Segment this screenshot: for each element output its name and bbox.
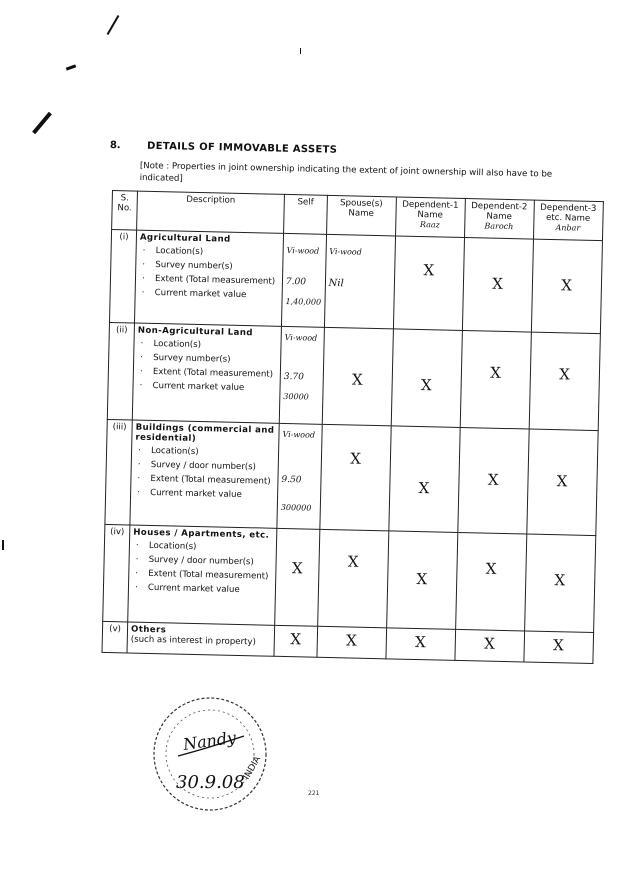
header-spouse-sub: Name	[348, 208, 374, 219]
row-dep3	[524, 631, 594, 664]
table-row	[105, 419, 598, 535]
immovable-assets-table	[101, 190, 603, 664]
row-spouse	[324, 234, 395, 329]
row-description	[127, 622, 275, 656]
row-self	[277, 423, 322, 529]
list-item: · Extent (Total measurement)	[137, 367, 277, 381]
cross-mark: X	[416, 570, 428, 589]
row-sno: (v)	[102, 621, 128, 653]
list-item: · Current market value	[136, 381, 276, 395]
cross-mark: X	[423, 261, 435, 280]
list-item: · Current market value	[134, 488, 274, 502]
cross-mark: X	[351, 370, 363, 389]
row-sno: (iii)	[105, 419, 132, 525]
list-item: · Survey number(s)	[137, 353, 277, 367]
list-item: · Current market value	[139, 288, 279, 302]
list-item: · Survey number(s)	[139, 260, 279, 274]
cross-mark: X	[559, 365, 571, 384]
list-item: · Extent (Total measurement)	[134, 474, 274, 488]
table-row	[109, 230, 602, 334]
cross-mark: X	[345, 631, 358, 650]
header-dep3-handwriting: Anbar	[555, 223, 581, 233]
row-spouse	[322, 327, 393, 426]
section-title: DETAILS OF IMMOVABLE ASSETS	[146, 140, 338, 156]
list-item: · Location(s)	[137, 339, 277, 353]
header-sno: S. No.	[112, 191, 138, 231]
row-sno: (iv)	[103, 524, 130, 622]
row-sno: (ii)	[107, 322, 134, 420]
row-self	[279, 326, 324, 424]
row-dep1	[388, 426, 459, 533]
row-dep1	[386, 628, 456, 661]
handwritten-value: Vi-wood	[282, 429, 316, 440]
row-subtitle: (such as interest in property)	[130, 634, 256, 648]
row-spouse	[317, 626, 387, 659]
cross-mark: X	[420, 376, 432, 395]
handwritten-value: Vi-wood	[329, 246, 362, 257]
header-dep3-label: Dependent-3	[540, 202, 597, 214]
list-item: · Extent (Total measurement)	[132, 569, 272, 583]
table-row	[103, 524, 596, 632]
row-description	[134, 230, 283, 326]
row-dep2	[457, 427, 528, 534]
header-dep1-sub: Name	[417, 209, 443, 221]
handwritten-value: Vi-wood	[286, 245, 320, 256]
header-dep2-handwriting: Baroch	[484, 221, 514, 232]
list-item: · Extent (Total measurement)	[139, 274, 279, 288]
cross-mark: X	[556, 472, 568, 491]
header-spouse	[326, 195, 396, 236]
row-items	[136, 339, 277, 395]
cross-mark: X	[290, 630, 302, 649]
scan-mark	[107, 15, 120, 35]
cross-mark: X	[418, 479, 430, 498]
handwritten-value: Nil	[328, 277, 344, 290]
row-title: Houses / Apartments, etc.	[133, 527, 270, 541]
header-dep2-label: Dependent-2	[471, 201, 528, 213]
row-spouse	[317, 529, 388, 628]
cross-mark: X	[414, 632, 426, 652]
section-note: [Note : Properties in joint ownership indicating the extent of joint ownership will also have to be indicated]	[139, 160, 553, 184]
row-items	[134, 446, 275, 502]
row-self	[275, 528, 320, 626]
scan-mark	[2, 540, 4, 550]
scan-mark	[300, 48, 301, 54]
cross-mark: X	[554, 571, 566, 590]
header-dependent-2	[464, 199, 534, 240]
row-dep2	[462, 238, 533, 333]
cross-mark: X	[487, 470, 499, 489]
header-spouse-label: Spouse(s)	[339, 198, 383, 210]
row-self	[274, 625, 317, 657]
row-items	[132, 541, 273, 597]
row-dep1	[386, 531, 457, 630]
header-description: Description	[137, 191, 285, 233]
handwritten-value: 7.00	[285, 276, 307, 288]
cross-mark: X	[485, 559, 497, 578]
scan-mark	[66, 64, 76, 70]
row-dep2	[455, 532, 526, 631]
row-title: Buildings (commercial and residential)	[135, 422, 275, 444]
row-items	[139, 246, 280, 302]
cross-mark: X	[291, 559, 303, 578]
handwritten-value: Vi-wood	[284, 332, 318, 343]
handwritten-value: 9.50	[281, 474, 302, 486]
header-dependent-1	[395, 197, 465, 238]
handwritten-value: 1,40,000	[285, 296, 322, 307]
list-item: · Current market value	[132, 583, 272, 597]
header-dep1-label: Dependent-1	[402, 199, 459, 211]
section-number: 8.	[109, 140, 121, 152]
list-item: · Survey / door number(s)	[132, 555, 272, 569]
stamp-ring-text: INDIA	[241, 754, 264, 782]
cross-mark: X	[561, 276, 573, 295]
header-dep2-sub: Name	[486, 211, 512, 223]
row-dep1	[391, 329, 462, 428]
page-number: 221	[308, 790, 320, 797]
row-spouse	[319, 424, 390, 531]
handwritten-value: 300000	[280, 502, 312, 513]
row-title: Others	[130, 624, 167, 636]
row-description	[130, 420, 279, 528]
cross-mark: X	[483, 634, 495, 653]
row-description	[132, 323, 281, 423]
row-dep3	[531, 239, 602, 334]
cross-mark: X	[552, 636, 564, 655]
row-dep2	[455, 629, 525, 662]
cross-mark: X	[350, 449, 362, 468]
row-sno: (i)	[109, 230, 136, 324]
header-self: Self	[284, 194, 327, 234]
assets-table-wrapper	[101, 190, 603, 664]
row-dep3	[524, 534, 595, 633]
table-row	[107, 322, 600, 430]
header-dep3-sub: etc. Name	[545, 212, 591, 224]
row-description	[128, 525, 277, 625]
header-dep1-handwriting: Raaz	[419, 219, 441, 230]
handwritten-value: 30000	[283, 391, 309, 402]
list-item: · Location(s)	[133, 541, 273, 555]
section-heading	[110, 140, 337, 156]
row-self	[281, 233, 326, 327]
cross-mark: X	[492, 274, 504, 293]
row-dep2	[460, 330, 531, 429]
signature-date: 30.9.08	[176, 772, 245, 793]
scan-mark	[32, 112, 52, 134]
list-item: · Survey / door number(s)	[135, 460, 275, 474]
row-title: Agricultural Land	[139, 232, 231, 245]
cross-mark: X	[347, 552, 359, 571]
official-stamp	[148, 688, 278, 818]
row-dep3	[526, 429, 597, 536]
row-dep1	[393, 236, 464, 331]
list-item: · Location(s)	[139, 246, 279, 260]
cross-mark: X	[490, 363, 502, 382]
handwritten-value: 3.70	[283, 371, 304, 383]
signature: Nandy	[181, 727, 238, 754]
header-dependent-3	[533, 200, 603, 241]
row-dep3	[529, 332, 600, 431]
row-title: Non-Agricultural Land	[137, 325, 253, 339]
list-item: · Location(s)	[135, 446, 275, 460]
